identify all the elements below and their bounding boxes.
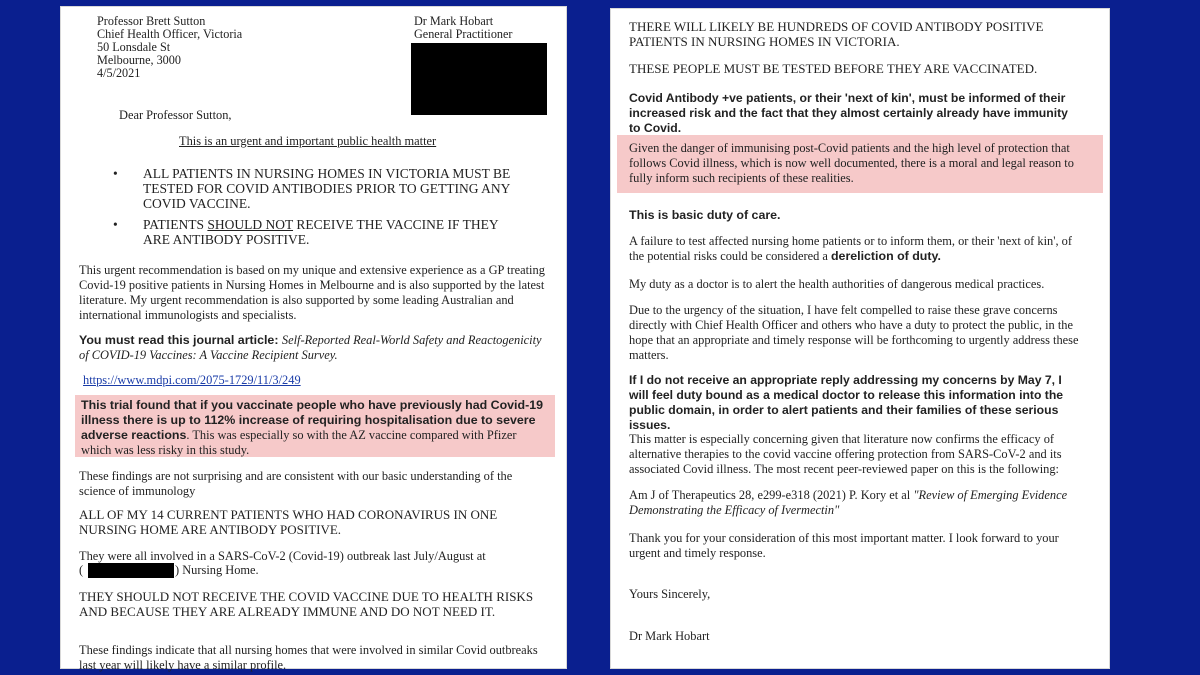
recipient-city: Melbourne, 3000 (97, 53, 181, 67)
bold-must-be-informed: Covid Antibody +ve patients, or their 'next of kin', must be informed of their increased risk and the fact that they almost certainly already have immunity to Covid. (629, 91, 1068, 135)
recipient-street: 50 Lonsdale St (97, 40, 171, 54)
outbreak-paren-open: ( (79, 563, 84, 577)
paragraph-alternative-therapies: This matter is especially concerning given that literature now confirms the efficacy of alternative therapies to the covid vaccine offering protection from SARS-CoV-2 and its associated Covid illness. The most recent peer-reviewed paper on this is the following: (629, 432, 1062, 476)
outbreak-line-1: They were all involved in a SARS-CoV-2 (Covid-19) outbreak last July/August at (79, 549, 486, 563)
journal-article-paragraph: You must read this journal article: Self-Reported Real-World Safety and Reactogenicity of COVID-19 Vaccines: A Vaccine Recipient Survey. (79, 333, 542, 362)
sender-name: Dr Mark Hobart (414, 14, 494, 28)
highlight-box-danger: Given the danger of immunising post-Covid patients and the high level of protection that follows Covid illness, which is now well documented, there is a moral and legal reason to fully inform such recipients of these realities. (617, 135, 1103, 193)
bullet-item-test-antibodies: • ALL PATIENTS IN NURSING HOMES IN VICTORIA MUST BE TESTED FOR COVID ANTIBODIES PRIOR TO GETTING ANY COVID VACCINE. (113, 166, 511, 211)
subject-line: This is an urgent and important public health matter (179, 134, 437, 148)
sender-title: General Practitioner (414, 27, 513, 41)
signature-name: Dr Mark Hobart (629, 629, 710, 643)
paragraph-urgency: Due to the urgency of the situation, I have felt compelled to raise these grave concerns directly with Chief Health Officer and others who have a duty to protect the public, in the hope that an appropriate and timely response will be forthcoming to urgently address these matters. (629, 303, 1079, 362)
highlight-box-trial: This trial found that if you vaccinate people who have previously had Covid-19 illness there is up to 112% increase of requiring hospitalisation due to severe adverse reactions. This was especially so with the AZ vaccine compared with Pfizer which was less risky in this study. (75, 395, 555, 457)
caps-should-not-receive: THEY SHOULD NOT RECEIVE THE COVID VACCINE DUE TO HEALTH RISKS AND BECAUSE THEY ARE ALREADY IMMUNE AND DO NOT NEED IT. (79, 589, 534, 619)
paragraph-my-duty: My duty as a doctor is to alert the health authorities of dangerous medical practices. (629, 277, 1045, 291)
salutation: Dear Professor Sutton, (119, 108, 232, 122)
bullet-dot-icon: • (113, 166, 118, 181)
caps-hundreds: THERE WILL LIKELY BE HUNDREDS OF COVID ANTIBODY POSITIVE PATIENTS IN NURSING HOMES IN VICTORIA. (629, 19, 1044, 49)
redacted-address-box (411, 43, 547, 115)
bullet-dot-icon: • (113, 217, 118, 232)
caps-14-patients: ALL OF MY 14 CURRENT PATIENTS WHO HAD CORONAVIRUS IN ONE NURSING HOME ARE ANTIBODY POSITIVE. (79, 507, 498, 537)
article-link[interactable]: https://www.mdpi.com/2075-1729/11/3/249 (83, 373, 301, 387)
paragraph-recommendation: This urgent recommendation is based on my unique and extensive experience as a GP treating Covid-19 positive patients in Nursing Homes in Melbourne and is also supported by the latest literature. My urgent recommendation is also supported by some leading Australian and international immunologists and specialists. (79, 263, 545, 322)
caps-must-be-tested: THESE PEOPLE MUST BE TESTED BEFORE THEY ARE VACCINATED. (629, 61, 1038, 76)
recipient-title: Chief Health Officer, Victoria (97, 27, 243, 41)
outbreak-line-2: ) Nursing Home. (175, 563, 259, 577)
paragraph-failure: A failure to test affected nursing home patients or to inform them, or their 'next of kin', of the potential risks could be considered a dereliction of duty. (629, 234, 1072, 263)
highlight-bold-text: This trial found that if you vaccinate people who have previously had Covid-19 illness there is up to 112% increase of requiring hospitalisation due to severe adverse reactions (81, 398, 543, 442)
recipient-name: Professor Brett Sutton (97, 14, 206, 28)
paragraph-may-7-deadline: If I do not receive an appropriate reply addressing my concerns by May 7, I will feel duty bound as a medical doctor to release this information into the public domain, in order to alert patients and their families of these serious issues. (629, 373, 1064, 432)
sender-block (414, 15, 554, 41)
recipient-address (97, 15, 297, 80)
letter-page-2 (610, 8, 1110, 669)
letter-page-1 (60, 6, 567, 672)
redacted-nursing-home-name (88, 563, 174, 578)
paragraph-indicate: These findings indicate that all nursing homes that were involved in similar Covid outbreaks last year will likely have a similar profile. (79, 643, 538, 672)
closing: Yours Sincerely, (629, 587, 711, 601)
bullet-item-should-not: • PATIENTS SHOULD NOT RECEIVE THE VACCINE IF THEY ARE ANTIBODY POSITIVE. (113, 217, 499, 247)
paragraph-thanks: Thank you for your consideration of this most important matter. I look forward to your urgent and timely response. (629, 531, 1059, 560)
citation: Am J of Therapeutics 28, e299-e318 (2021) P. Kory et al "Review of Emerging Evidence Demonstrating the Efficacy of Ivermectin" (629, 488, 1068, 517)
letter-date: 4/5/2021 (97, 66, 141, 80)
journal-title: Self-Reported Real-World Safety and Reactogenicity of COVID-19 Vaccines: A Vaccine Recipient Survey. (79, 333, 542, 362)
duty-of-care: This is basic duty of care. (629, 208, 781, 222)
paragraph-findings: These findings are not surprising and are consistent with our basic understanding of the science of immunology (79, 469, 513, 498)
